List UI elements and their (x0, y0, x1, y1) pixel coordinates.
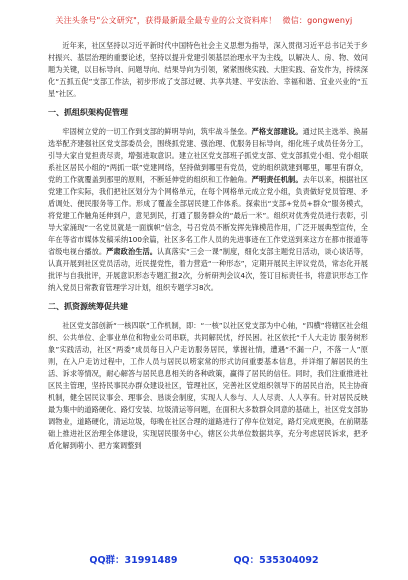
footer-contacts (0, 552, 408, 572)
text-run: 通过民主选举、换届选举配齐建强社区党支部委员会，围绕抓党建、强治理、优服务目标导向，细化班子成员任务分工，引导大家自觉担责尽责，增强进取意识。建立社区党支部班子抓党支部、党支部抓党小组、党小组联系社区居民小组的“两抓一联”党建网络，坚持做到哪里有党员，党的组织就建到哪里，哪里有群众，党的工作就覆盖到那里的原则，不断延伸党的组织和工作触角。 (48, 127, 368, 184)
footer-qq-group: QQ群：31991489 (89, 555, 178, 566)
banner-text: 关注头条号"公文研究"，获得最新最全最专业的公文资料库！ (55, 15, 277, 25)
section-heading-2: 二、抓资源统筹促共建 (48, 302, 128, 311)
paragraph-resources: 社区党支部创新“一核四联”工作机制，即：“一核”以社区党支部为中心轴，“四横”将辖区社会组织、公共单位、企事业单位和物业公司串联，共同解民忧，纾民困。社区依托“千人大走访 服务树形象”实践活动，社区“两委”成员每日入户走访服务居民，掌握社情，遭遇“不漏一户，不落一人”原则，在入户走访过程中，工作人员与居民以唠家常的形式访问重要基本信息，并详细了解居民的生活、诉求等情况，耐心解答与居民息息相关的各种政策，赢得了居民的信任。同时，我们注重推进社区民主管理，坚持民事民办群众建设社区，管理社区，完善社区党组织领导下的居民自治，民主协商机制，健全居民议事会、理事会、恳谈会制度，实现人人参与、人人尽责、人人享有。针对居民反映最为集中的道路硬化、路灯安装、垃圾清运等问题，在面积大多数群众同意的基础上，社区党支部协调物业，道路硬化，清运垃圾，每晚在社区合理的道路进行了停车位划定，路灯完成更换，在前期基础上推进社区治理全体建设，实现居民服务中心，辖区公共单位数据共享，充分考虑居民诉求，把矛盾化解到萌小、把方案调整到 (48, 321, 368, 450)
text-run: 牢固树立党的一切工作到支部的鲜明导向，筑牢战斗堡垒。 (62, 127, 252, 136)
text-run: 认真落实“三会一课”制度，细化支部主题党日活动，谈心谈话等，认真开展到社区党员活动，近民提党性，着力营造“一种形态”，定期开展民主评议党员，常态化开展批评与自我批评，开展意识形态专题汇报2次，分析研判会议4次，签订目标责任书，将意识形态工作纳入党员日常教育管理学习计划，组织专题学习8次。 (48, 247, 368, 292)
footer-qq: QQ：535304092 (233, 555, 319, 566)
bold-run-branch-building: 严格支部建设。 (251, 127, 303, 136)
section-heading-1: 一、抓组织架构促管理 (48, 108, 128, 117)
text-run: 去年以来，根据社区党建工作实际，我们把社区划分为个网格单元，在每个网格单元成立党小组，负责做好党员管理、矛盾调处、便民服务等工作。形成了覆盖全部居民建工作体系。探索出“支部+党员+群众”服务模式，将党建工作触角延伸到户，意见到民，打通了服务群众的“最后一米”。组织对优秀党员进行表彰，引导大家涌现“一名党员就是一面旗帜”信念，号召党员不断发挥先锋模范作用，广泛开展典型宣传，全年在等省市媒体发稿采纳100余篇，社区多名工作人员的先进事迹在工作党送到来这方在都市报道等省级电视台播放。 (48, 175, 368, 256)
document-body (48, 40, 368, 452)
bold-run-political-life: 严肃政治生活。 (106, 247, 158, 256)
banner-wechat: 微信：gongwenyj (282, 15, 353, 25)
paragraph-intro: 近年来，社区坚持以习近平新时代中国特色社会主义思想为指导，深入贯彻习近平总书记关于乡村振兴、基层治理的重要论述，坚持以提升党建引领基层治理水平为主线，以解决人、房、物、效问题为关键，以目标导向、问题导向、结果导向为引领，紧紧围绕实践、大胆实践、奋发作为，持续深化“五抓五促”支部工作法，初步形成了支部过硬、共享共建、平安法治、幸福和谐、宜业兴业的“五星”社区。 (48, 41, 368, 98)
top-banner (22, 8, 386, 32)
paragraph-organization (48, 126, 368, 294)
bold-run-responsibility: 严明责任机制。 (251, 175, 303, 184)
